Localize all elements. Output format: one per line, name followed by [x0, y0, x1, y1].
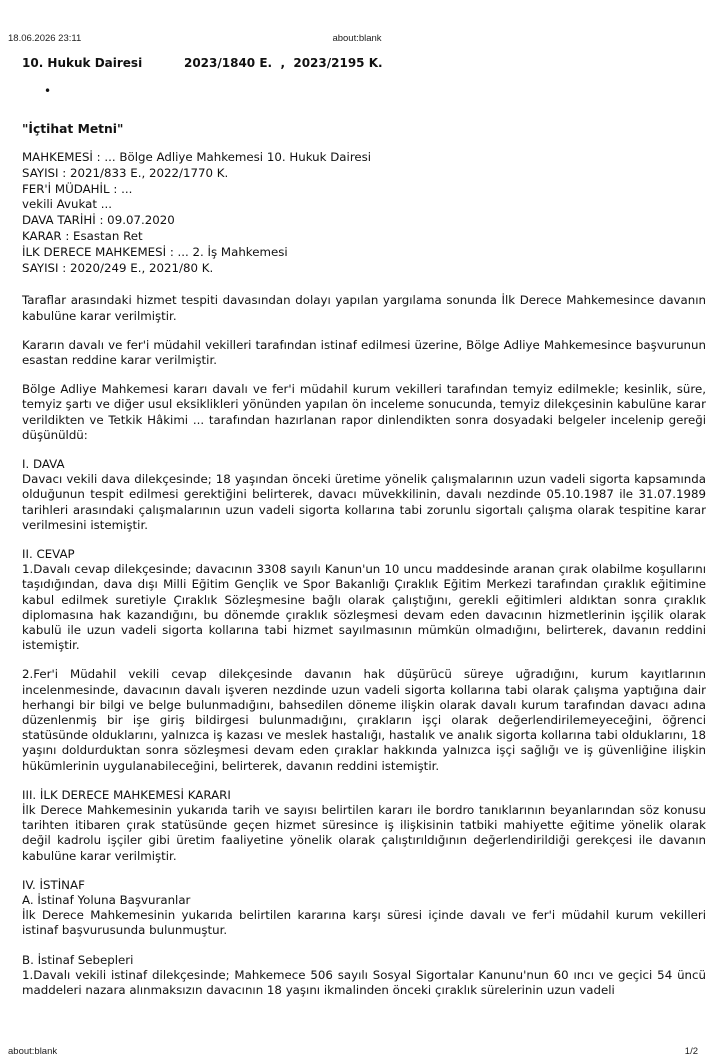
document-title	[22, 56, 714, 74]
meta-line: KARAR : Esastan Ret	[22, 228, 143, 243]
case-metadata	[22, 150, 714, 276]
document-body	[22, 293, 714, 998]
print-footer	[8, 1046, 706, 1058]
cevap-paragraph-1: 1.Davalı cevap dilekçesinde; davacının 3308 sayılı Kanun'un 10 uncu maddesinde aranan çırak olabilme koşullarını taşıdığından, dava dışı Milli Eğitim Gençlik ve Spor Bakanlığı Çıraklık Eğitim Merkezi tarafından çıraklık eğitimine kabul edilmek suretiyle Çıraklık Sözleşmesine bağlı olarak çalıştığını, gerekli eğitimleri aldıktan sonra çıraklık diplomasına hak kazandığını, bu dönemde çıraklık sözleşmesi devam eden davacının hizmetlerinin işçilik olarak kabulü ile uzun vadeli sigorta kollarına tabi hizmet sayılmasının mümkün olmadığını, belirterek, davanın reddini istemiştir.	[22, 562, 706, 653]
meta-line: vekili Avukat ...	[22, 197, 112, 212]
intro-paragraph: Taraflar arasındaki hizmet tespiti davasından dolayı yapılan yargılama sonunda İlk Derece Mahkemesince davanın kabulüne karar verilmiştir.	[22, 293, 706, 323]
istinaf-heading: IV. İSTİNAF	[22, 877, 85, 892]
section-title: "İçtihat Metni"	[22, 122, 124, 136]
meta-line: SAYISI : 2021/833 E., 2022/1770 K.	[22, 165, 229, 180]
dava-text: Davacı vekili dava dilekçesinde; 18 yaşından önceki üretime yönelik çalışmalarının uzun vadeli sigorta kapsamında olduğunun tespit edilmesi gerektiğini belirterek, davacı müvekkilinin, davalı nezdinde 05.10.1987 ile 31.07.1989 tarihleri arasındaki çalışmalarının uzun vadeli sigorta kollarına tabi zorunlu sigortalı çalışma olarak tespitine karar verilmesini istemiştir.	[22, 472, 706, 532]
dava-heading: I. DAVA	[22, 457, 65, 471]
ilk-derece-text: İlk Derece Mahkemesinin yukarıda tarih ve sayısı belirtilen kararı ile bordro tanıklarının beyanlarından söz konusu tarihten itibaren çırak statüsünde geçen hizmet süresince iş ilişkisinin tatbiki mahiyette eğitime yönelik olarak değil kadrolu işçiler gibi üretim faaliyetine yönelik olarak çalıştırıldığının değerlendirildiği gerekçesi ile davanın kabulüne karar verilmiştir.	[22, 803, 706, 863]
court-name: 10. Hukuk Dairesi	[22, 56, 143, 70]
meta-line: FER'İ MÜDAHİL : ...	[22, 181, 133, 196]
ilk-derece-heading: III. İLK DERECE MAHKEMESİ KARARI	[22, 787, 231, 802]
meta-line: MAHKEMESİ : ... Bölge Adliye Mahkemesi 10. Hukuk Dairesi	[22, 150, 372, 164]
istinaf-applicants-text: İlk Derece Mahkemesinin yukarıda belirtilen kararına karşı süresi içinde davalı ve fer'i müdahil kurum vekilleri istinaf başvurusunda bulunmuştur.	[22, 908, 706, 938]
istinaf-reasons-text: 1.Davalı vekili istinaf dilekçesinde; Mahkemece 506 sayılı Sosyal Sigortalar Kanunu'nun 60 ıncı ve geçici 54 üncü maddeleri nazara alınmaksızın davacının 18 yaşını ikmalinden önceki çıraklık sürelerinin uzun vadeli	[22, 967, 706, 998]
meta-line: İLK DERECE MAHKEMESİ : ... 2. İş Mahkemesi	[22, 244, 288, 259]
footer-url: about:blank	[8, 1046, 58, 1057]
case-number: 2023/1840 E. , 2023/2195 K.	[183, 56, 383, 70]
intro-paragraph: Kararın davalı ve fer'i müdahil vekilleri tarafından istinaf edilmesi üzerine, Bölge Adliye Mahkemesince başvurunun esastan reddine karar verilmiştir.	[22, 337, 706, 367]
intro-paragraph: Bölge Adliye Mahkemesi kararı davalı ve fer'i müdahil kurum vekilleri tarafından temyiz edilmekle; kesinlik, süre, temyiz şartı ve diğer usul eksiklikleri yönünden yapılan ön inceleme sonucunda, temyiz dilekçesinin kabulüne karar verildikten ve Tetkik Hâkimi ... tarafından hazırlanan rapor dinlendikten sonra dosyadaki belgeler incelenip gereği düşünüldü:	[22, 382, 706, 442]
document	[22, 56, 714, 998]
cevap-heading: II. CEVAP	[22, 547, 75, 562]
print-url: about:blank	[332, 33, 382, 44]
print-datetime: 18.06.2026 23:11	[8, 33, 82, 44]
print-header	[8, 33, 706, 45]
meta-line: SAYISI : 2020/249 E., 2021/80 K.	[22, 260, 214, 275]
bullet-marker: •	[44, 84, 52, 98]
cevap-paragraph-2: 2.Fer'i Müdahil vekili cevap dilekçesinde davanın hak düşürücü süreye uğradığını, kurum kayıtlarının incelenmesinde, davacının davalı işveren nezdinde uzun vadeli sigorta kollarına tabi olarak çalışma yaptığına dair herhangi bir bilgi ve belge bulunmadığını, bahsedilen döneme ilişkin olarak davalı kurum tarafından davacı adına düzenlenmiş bir işe giriş bildirgesi bulunmadığını, çırakların işçi olarak değerlendirilemeyeceğini, öğrenci statüsünde olduklarını, yalnızca iş kazası ve meslek hastalığı, hastalık ve analık sigorta kollarına tabi olduklarını, 18 yaşını doldurduktan sonra sözleşmesi devam eden çıraklar hakkında yalnızca işçi sağlığı ve iş güvenliğine ilişkin hükümlerinin uygulanabileceğini, belirterek, davanın reddini istemiştir.	[22, 667, 706, 773]
meta-line: DAVA TARİHİ : 09.07.2020	[22, 213, 175, 228]
istinaf-subheading-a: A. İstinaf Yoluna Başvuranlar	[22, 893, 191, 908]
istinaf-subheading-b: B. İstinaf Sebepleri	[22, 952, 134, 967]
page-number: 1/2	[684, 1046, 698, 1057]
